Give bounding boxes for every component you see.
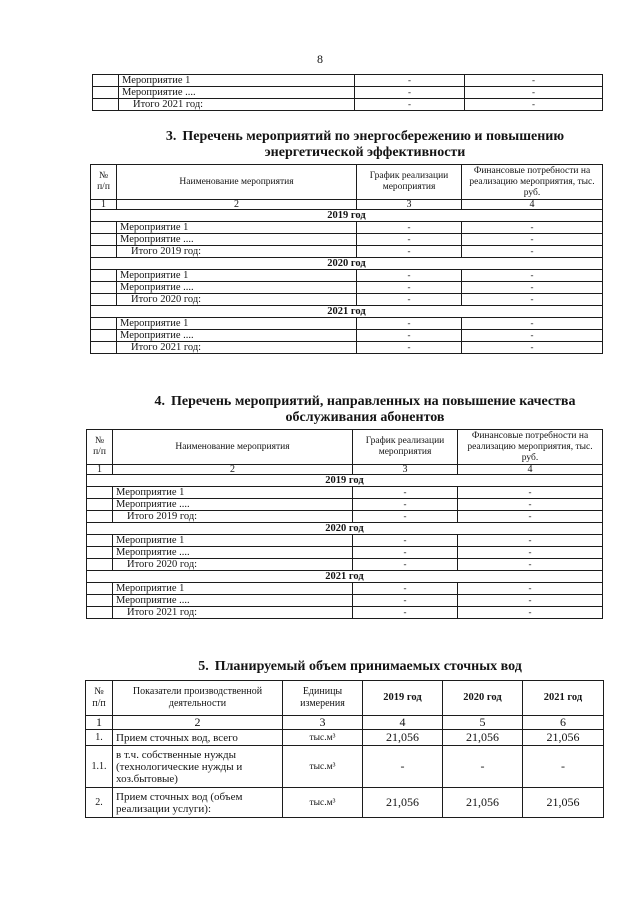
year-label: 2019 год [87,475,603,487]
unit-value: тыс.м³ [283,730,363,746]
table-row [87,487,603,499]
col-number: 4 [458,465,603,475]
col-header-unit: Единицы измерения [283,681,363,716]
col-header-name: Наименование мероприятия [117,165,357,200]
col-number: 1 [86,716,113,730]
finance-value: - [458,535,603,547]
section-number: 3. [165,129,177,144]
finance-value: - [462,342,603,354]
schedule-value: - [357,282,462,294]
schedule-value: - [353,487,458,499]
table-row [86,746,604,788]
col-header-schedule: График реализации мероприятия [357,165,462,200]
table-row [91,294,603,306]
finance-value: - [462,318,603,330]
year-label: 2021 год [91,306,603,318]
schedule-value: - [357,222,462,234]
finance-value: - [462,246,603,258]
col-number: 4 [363,716,443,730]
column-number-row [86,716,604,730]
finance-value: - [458,595,603,607]
year-row [91,258,603,270]
table-row [87,607,603,619]
value-2019: - [363,746,443,788]
activity-name: Мероприятие .... [117,330,357,342]
schedule-value: - [357,330,462,342]
schedule-value: - [353,535,458,547]
finance-value: - [458,487,603,499]
table-row [91,222,603,234]
finance-value: - [462,282,603,294]
section-title-line1: Перечень мероприятий, направленных на повышение качества [171,394,576,409]
row-number: 1.1. [86,746,113,788]
value-2020: 21,056 [443,788,523,818]
year-row [91,306,603,318]
schedule-value: - [357,234,462,246]
value-2019: 21,056 [363,730,443,746]
finance-value: - [462,222,603,234]
value-2021: - [523,746,604,788]
column-number-row [87,465,603,475]
table-row [91,270,603,282]
table-row [93,99,603,111]
finance-value: - [458,547,603,559]
finance-value: - [465,87,603,99]
finance-value: - [465,99,603,111]
schedule-value: - [353,547,458,559]
finance-value: - [458,499,603,511]
table-row [87,511,603,523]
schedule-value: - [357,342,462,354]
col-number: 2 [113,465,353,475]
continued-table [92,74,603,111]
finance-value: - [465,75,603,87]
activity-name: Мероприятие .... [113,547,353,559]
activity-name: Мероприятие 1 [117,270,357,282]
activity-name: Мероприятие .... [117,282,357,294]
col-header-finance: Финансовые потребности на реализацию мероприятия, тыс. руб. [462,165,603,200]
col-header-indicator: Показатели производственной деятельности [113,681,283,716]
finance-value: - [462,270,603,282]
col-header-schedule: График реализации мероприятия [353,430,458,465]
value-2019: 21,056 [363,788,443,818]
table-row [87,547,603,559]
unit-value: тыс.м³ [283,788,363,818]
activity-name: Мероприятие .... [113,499,353,511]
schedule-value: - [355,87,465,99]
indicator-name: в т.ч. собственные нужды (технологические нужды и хоз.бытовые) [113,746,283,788]
section-title-line2: энергетической эффективности [264,145,466,160]
value-2020: - [443,746,523,788]
col-header-finance: Финансовые потребности на реализацию мероприятия, тыс. руб. [458,430,603,465]
schedule-value: - [353,607,458,619]
year-label: 2019 год [91,210,603,222]
column-number-row [91,200,603,210]
finance-value: - [458,559,603,571]
finance-value: - [462,234,603,246]
schedule-value: - [355,99,465,111]
schedule-value: - [357,318,462,330]
col-number: 3 [283,716,363,730]
total-label: Итого 2021 год: [117,342,357,354]
total-label: Итого 2019 год: [113,511,353,523]
table-row [91,318,603,330]
col-number: 2 [113,716,283,730]
row-number: 1. [86,730,113,746]
customer-service-table [86,429,603,619]
total-label: Итого 2020 год: [113,559,353,571]
activity-name: Мероприятие 1 [113,583,353,595]
table-row [86,730,604,746]
table-row [93,87,603,99]
schedule-value: - [353,499,458,511]
year-label: 2020 год [87,523,603,535]
table-row [93,75,603,87]
activity-name: Мероприятие .... [113,595,353,607]
table-row [87,583,603,595]
col-number: 2 [117,200,357,210]
schedule-value: - [355,75,465,87]
total-label: Итого 2021 год: [119,99,355,111]
energy-saving-table [90,164,603,354]
total-label: Итого 2019 год: [117,246,357,258]
table-row [87,559,603,571]
table-row [87,499,603,511]
schedule-value: - [357,294,462,306]
table-row [91,342,603,354]
table-row [91,282,603,294]
activity-name: Мероприятие 1 [117,318,357,330]
col-header-2019: 2019 год [363,681,443,716]
section-number: 5. [198,659,209,674]
header-row [87,430,603,465]
year-row [87,571,603,583]
col-number: 3 [357,200,462,210]
col-header-num: № п/п [87,430,113,465]
activity-name: Мероприятие .... [117,234,357,246]
col-header-num: № п/п [91,165,117,200]
table-row [87,535,603,547]
section-3-heading [130,129,600,161]
col-header-name: Наименование мероприятия [113,430,353,465]
page-number: 8 [317,52,323,66]
schedule-value: - [357,270,462,282]
row-number: 2. [86,788,113,818]
schedule-value: - [357,246,462,258]
finance-value: - [458,607,603,619]
col-header-2021: 2021 год [523,681,604,716]
value-2020: 21,056 [443,730,523,746]
activity-name: Мероприятие .... [119,87,355,99]
schedule-value: - [353,559,458,571]
section-4-heading [130,394,600,426]
schedule-value: - [353,595,458,607]
value-2021: 21,056 [523,730,604,746]
section-title-line2: обслуживания абонентов [285,410,445,425]
col-header-num: № п/п [86,681,113,716]
activity-name: Мероприятие 1 [113,487,353,499]
header-row [86,681,604,716]
activity-name: Мероприятие 1 [119,75,355,87]
schedule-value: - [353,511,458,523]
table-row [91,246,603,258]
indicator-name: Прием сточных вод (объем реализации услуги): [113,788,283,818]
col-number: 1 [91,200,117,210]
col-header-2020: 2020 год [443,681,523,716]
table-row [91,234,603,246]
col-number: 1 [87,465,113,475]
wastewater-volume-table [85,680,604,818]
section-title-line1: Перечень мероприятий по энергосбережению и повышению [182,129,565,144]
total-label: Итого 2021 год: [113,607,353,619]
finance-value: - [458,511,603,523]
activity-name: Мероприятие 1 [117,222,357,234]
year-label: 2020 год [91,258,603,270]
header-row [91,165,603,200]
section-title: Планируемый объем принимаемых сточных вод [214,659,522,674]
activity-name: Мероприятие 1 [113,535,353,547]
table-row [87,595,603,607]
section-number: 4. [154,394,165,409]
col-number: 6 [523,716,604,730]
col-number: 4 [462,200,603,210]
year-row [87,523,603,535]
value-2021: 21,056 [523,788,604,818]
schedule-value: - [353,583,458,595]
year-label: 2021 год [87,571,603,583]
indicator-name: Прием сточных вод, всего [113,730,283,746]
finance-value: - [462,294,603,306]
year-row [91,210,603,222]
year-row [87,475,603,487]
table-row [86,788,604,818]
col-number: 3 [353,465,458,475]
section-5-heading [100,659,620,675]
table-row [91,330,603,342]
col-number: 5 [443,716,523,730]
total-label: Итого 2020 год: [117,294,357,306]
finance-value: - [462,330,603,342]
finance-value: - [458,583,603,595]
unit-value: тыс.м³ [283,746,363,788]
